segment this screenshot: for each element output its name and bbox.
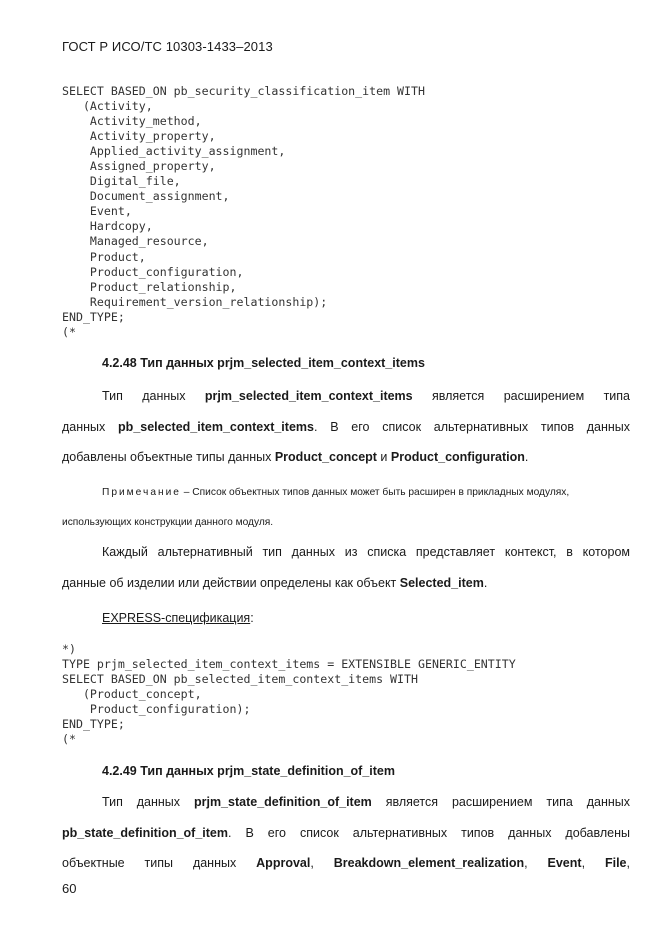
paragraph-4-2-48-definition <box>62 381 630 473</box>
paragraph-line: данные об изделии или действии определены как объект Selected_item. <box>62 575 488 590</box>
note-label: Примечание <box>102 487 181 498</box>
code-line: (Product_concept, <box>62 687 202 702</box>
paragraph-4-2-49-definition <box>62 787 630 879</box>
code-line: SELECT BASED_ON pb_security_classification_item WITH <box>62 84 425 98</box>
paragraph-line: Каждый альтернативный тип данных из списка представляет контекст, в котором <box>102 545 630 559</box>
paragraph-line: добавлены объектные типы данных Product_concept и Product_configuration. <box>62 450 529 464</box>
code-line: Product, <box>62 249 146 264</box>
code-line: Requirement_version_relationship); <box>62 294 328 309</box>
note-line: Примечание – Список объектных типов данных может быть расширен в прикладных модулях, <box>102 487 570 498</box>
code-line: (* <box>62 324 76 339</box>
code-line: Hardcopy, <box>62 219 153 234</box>
code-block-type-definition <box>62 642 516 747</box>
code-line: Managed_resource, <box>62 234 209 249</box>
paragraph-line: Тип данных prjm_selected_item_context_items является расширением типа <box>102 389 631 403</box>
code-line: Event, <box>62 204 132 219</box>
code-line: SELECT BASED_ON pb_selected_item_context_items WITH <box>62 672 418 687</box>
paragraph-alternative-types <box>62 537 630 598</box>
paragraph-line: Тип данных prjm_state_definition_of_item является расширением типа данных <box>102 795 630 809</box>
paragraph-line: объектные типы данных Approval, Breakdown_element_realization, Event, File, <box>62 856 630 870</box>
code-line: Assigned_property, <box>62 159 216 174</box>
code-line: *) <box>62 642 76 656</box>
section-heading-4-2-48: 4.2.48 Тип данных prjm_selected_item_context_items <box>102 356 425 370</box>
code-line: Activity_method, <box>62 114 202 129</box>
code-line: Applied_activity_assignment, <box>62 144 286 159</box>
section-heading-4-2-49: 4.2.49 Тип данных prjm_state_definition_of_item <box>102 764 395 778</box>
code-line: END_TYPE; <box>62 717 125 732</box>
note-block <box>62 478 630 538</box>
code-line: Product_configuration, <box>62 264 244 279</box>
code-line: TYPE prjm_selected_item_context_items = EXTENSIBLE GENERIC_ENTITY <box>62 657 516 672</box>
code-line: (Activity, <box>62 99 153 114</box>
code-line: END_TYPE; <box>62 309 125 324</box>
express-spec-label: EXPRESS-спецификация: <box>102 611 254 625</box>
code-line: (* <box>62 732 76 747</box>
note-line: использующих конструкции данного модуля. <box>62 517 274 528</box>
code-block-select-security <box>62 84 425 340</box>
code-line: Document_assignment, <box>62 189 230 204</box>
paragraph-line: данных pb_selected_item_context_items. В его список альтернативных типов данных <box>62 419 630 434</box>
code-line: Activity_property, <box>62 129 216 144</box>
paragraph-line: pb_state_definition_of_item. В его список альтернативных типов данных добавлены <box>62 825 630 840</box>
code-line: Product_configuration); <box>62 702 251 717</box>
document-header: ГОСТ Р ИСО/ТС 10303-1433–2013 <box>62 39 273 54</box>
code-line: Product_relationship, <box>62 279 237 294</box>
page-number: 60 <box>62 881 77 896</box>
code-line: Digital_file, <box>62 174 181 189</box>
